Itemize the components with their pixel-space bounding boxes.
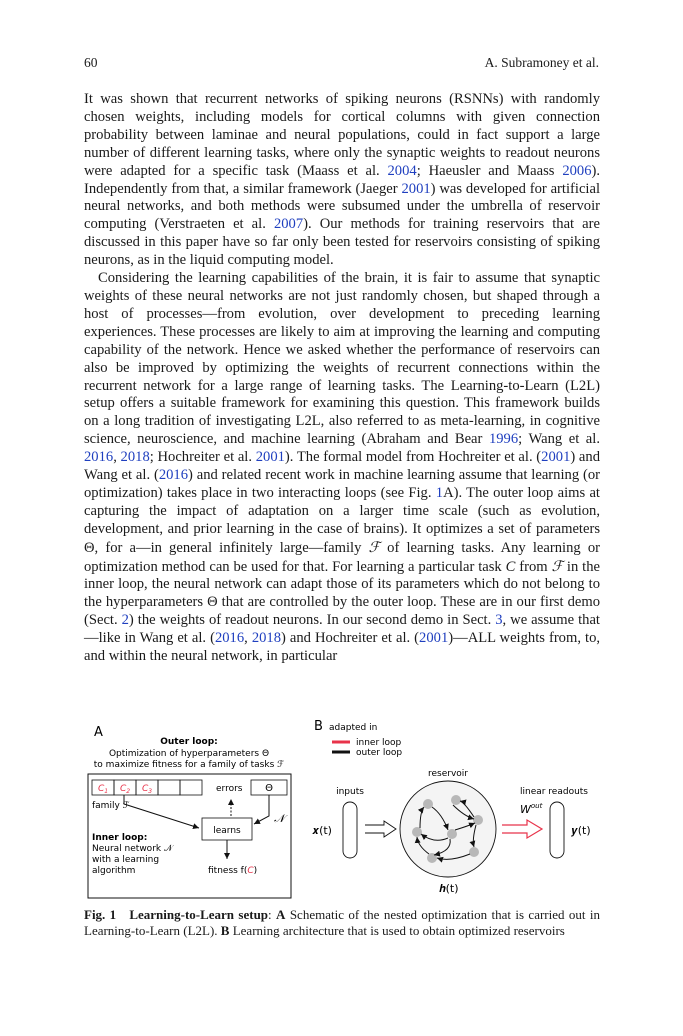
- reservoir-node: [447, 829, 457, 839]
- figure-ref-link[interactable]: 1: [435, 484, 444, 501]
- fitness-label: fitness f(C): [208, 866, 258, 876]
- citation-link[interactable]: 2018: [251, 630, 282, 647]
- text-run: It was shown that recurrent networks of spiking neurons (RSNNs) with randomly chosen weights, including models for cortical columns with given connection probability between laminae and neural populations, could in fact support a large number of different learning tasks, where only the synaptic weights to readout neurons were adapted for a specific task (Maass et al.: [84, 91, 600, 179]
- citation-link[interactable]: 2004: [387, 162, 417, 179]
- caption-a-text: Schematic of the nested optimization that is carried out in Learning-to-Learn (L2L).: [84, 907, 600, 938]
- caption-a-label: A: [276, 907, 286, 922]
- output-bar: [550, 802, 564, 858]
- output-y-label: 𝒚(t): [571, 824, 591, 837]
- citation-link[interactable]: 2016: [84, 449, 114, 466]
- text-run: ) and Wang et al. (: [84, 449, 600, 484]
- inner-loop-line3: algorithm: [92, 866, 136, 876]
- text-run: A). The outer loop aims at capturing the impact of adaptation on a larger time scale (such as evolution, development, and prior learning in the case of brains). It optimizes a set of parameters Θ, for a—in general infinitely large—family: [84, 484, 600, 556]
- learns-label: learns: [213, 826, 241, 836]
- inner-loop-line2: with a learning: [92, 855, 160, 865]
- task-c3: $C_3$: [142, 784, 153, 795]
- text-run: ; Wang et al.: [518, 431, 600, 448]
- math-symbol: ℱ: [368, 538, 381, 556]
- panel-b-label: B: [314, 719, 323, 734]
- caption-b-text: Learning architecture that is used to obtain optimized reservoirs: [229, 923, 565, 938]
- task-cell-4: [158, 780, 180, 795]
- text-run: ,: [244, 630, 252, 647]
- text-run: of learning tasks. Any learning or optimization method can be used for that. For learning a particular task: [84, 539, 600, 575]
- text-run: ; Haeusler and Maass: [416, 162, 563, 179]
- text-run: ) was developed for artificial neural networks, and both methods were subsumed under the umbrella of reservoir computing (Verstraeten et al.: [84, 180, 601, 233]
- text-run: ) and Hochreiter et al. (: [281, 630, 420, 647]
- text-run: in the inner loop, the neural network can adapt those of its parameters which do not belong to the hyperparameters Θ that are controlled by the outer loop. These are in our first demo (Sect.: [84, 558, 600, 629]
- section-ref-link[interactable]: 3: [495, 612, 503, 629]
- citation-link[interactable]: 2007: [273, 216, 304, 233]
- section-ref-link[interactable]: 2: [121, 612, 129, 629]
- page-number: 60: [84, 55, 98, 70]
- paragraph-2: [84, 270, 600, 666]
- citation-link[interactable]: 1996: [488, 431, 519, 448]
- input-bar: [343, 802, 357, 858]
- legend-inner-label: inner loop: [356, 738, 402, 748]
- input-arrow: [365, 821, 396, 837]
- w-out-label: $W^{out}$: [520, 802, 543, 816]
- citation-link[interactable]: 2006: [562, 162, 592, 179]
- text-run: ). The formal model from Hochreiter et al. (: [284, 449, 542, 466]
- inputs-label: inputs: [336, 787, 364, 797]
- math-symbol: C: [505, 558, 516, 575]
- text-run: Considering the learning capabilities of the brain, it is fair to assume that synaptic weights of these neural networks are not just randomly chosen, but shaped through a host of processes—from evolution, over development to preceding learning experiences. These processes are likely to aim at improving the learning and computing capability of the network. Hence we asked whether the performance of reservoirs can also be improved by optimizing the weights of recurrent connections within the recurrent network for a large range of learning tasks. The Learning-to-Learn (L2L) setup offers a suitable framework for examining this question. This framework builds on a long tradition of investigating L2L, also referred to as meta-learning, in cognitive science, neuroscience, and machine learning (Abraham and Bear: [84, 270, 600, 448]
- text-run: from: [515, 558, 552, 575]
- citation-link[interactable]: 2001: [255, 449, 285, 466]
- input-x-label: 𝒙(t): [312, 824, 332, 837]
- text-run: ,: [113, 449, 121, 466]
- reservoir-node: [412, 827, 422, 837]
- task-cell-5: [180, 780, 202, 795]
- inner-loop-title: Inner loop:: [92, 833, 148, 843]
- task-c1: $C_1$: [98, 784, 109, 795]
- caption-title: Learning-to-Learn setup: [129, 907, 269, 922]
- reservoir-label: reservoir: [428, 769, 468, 779]
- network-n-label: 𝒩: [274, 812, 285, 825]
- figure-1: [84, 716, 604, 911]
- citation-link[interactable]: 2001: [401, 180, 431, 197]
- paragraph-1: [84, 91, 600, 270]
- citation-link[interactable]: 2016: [158, 467, 189, 484]
- text-run: ). Our methods for training reservoirs that are discussed in this paper have so far only been tested for reservoirs consisting of spiking neurons, as in the liquid computing model.: [84, 216, 600, 269]
- text-run: ) the weights of readout neurons. In our second demo in Sect.: [128, 612, 496, 629]
- text-run: )—ALL weights from, to, and within the neural network, in particular: [84, 630, 601, 665]
- body-text: [84, 91, 600, 666]
- outer-loop-title: Outer loop:: [160, 737, 218, 747]
- theta-arrow: [254, 795, 269, 824]
- task-to-learns-arrow: [124, 795, 199, 828]
- reservoir-node: [451, 795, 461, 805]
- citation-link[interactable]: 2001: [419, 630, 449, 647]
- text-run: , we assume that—like in Wang et al. (: [84, 612, 600, 647]
- text-run: ; Hochreiter et al.: [149, 449, 256, 466]
- reservoir-h-label: 𝒉(t): [439, 882, 459, 895]
- theta-label: Θ: [265, 783, 273, 794]
- panel-a-label: A: [94, 725, 103, 740]
- citation-link[interactable]: 2016: [214, 630, 245, 647]
- running-header-authors: A. Subramoney et al.: [484, 55, 599, 70]
- reservoir-node: [423, 799, 433, 809]
- caption-label: Fig. 1: [84, 907, 117, 922]
- readout-arrow: [502, 820, 542, 838]
- errors-label: errors: [216, 784, 243, 794]
- caption-b-label: B: [220, 923, 230, 938]
- citation-link[interactable]: 2001: [541, 449, 571, 466]
- outer-loop-line1: Optimization of hyperparameters Θ: [108, 749, 270, 759]
- inner-loop-line1: Neural network 𝒩: [92, 844, 173, 854]
- task-c2: $C_2$: [120, 784, 131, 795]
- family-label: family ℱ: [92, 801, 130, 811]
- readouts-label: linear readouts: [519, 787, 589, 797]
- text-run: ) and related recent work in machine learning assume that learning (or optimization) takes place in two interacting loops (see Fig.: [84, 467, 600, 501]
- legend-title: adapted in: [329, 723, 378, 733]
- reservoir-node: [469, 847, 479, 857]
- citation-link[interactable]: 2018: [120, 449, 150, 466]
- math-symbol: ℱ: [551, 557, 564, 575]
- outer-loop-line2: to maximize fitness for a family of tasks ℱ: [93, 760, 285, 770]
- legend-outer-label: outer loop: [356, 748, 403, 758]
- figure-caption: Fig. 1 Learning-to-Learn setup: A Schematic of the nested optimization that is carried out in Learning-to-Learn (L2L). B Learning architecture that is used to obtain optimized reservoirs: [84, 907, 600, 938]
- text-run: ). Independently from that, a similar framework (Jaeger: [84, 162, 601, 197]
